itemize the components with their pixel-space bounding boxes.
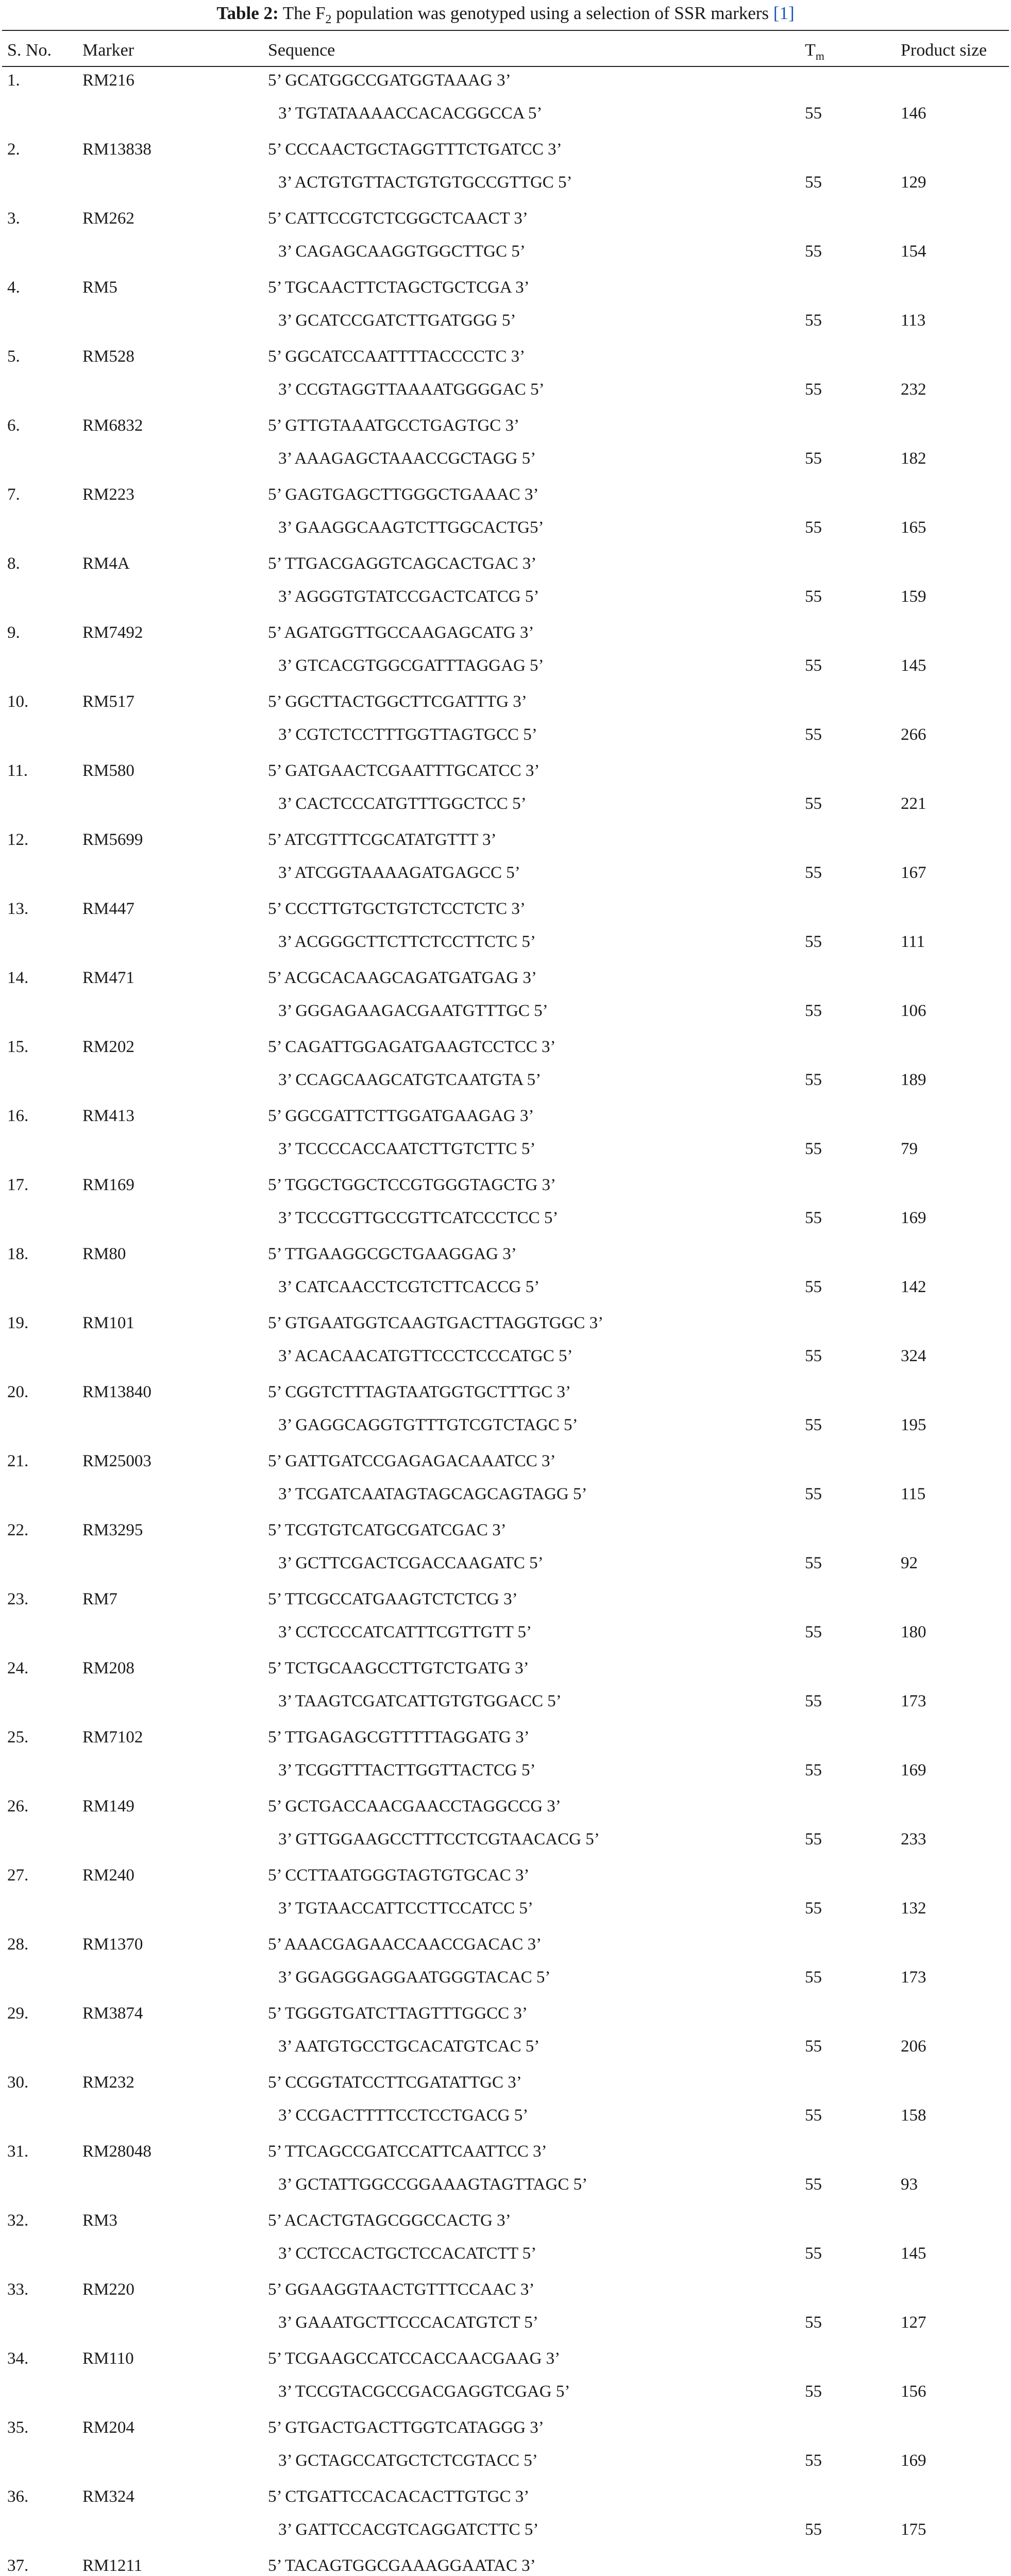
- table-row: [0, 1931, 1011, 2000]
- header-product-size: Product size: [901, 41, 987, 60]
- table-row: [0, 2345, 1011, 2414]
- row-forward-sequence: 5’ TTGAGAGCGTTTTTAGGATG 3’: [268, 1728, 530, 1747]
- row-reverse-sequence: 3’ GATTCCACGTCAGGATCTTC 5’: [278, 2520, 539, 2539]
- row-sno: 25.: [7, 1728, 29, 1747]
- row-product-size: 79: [901, 1140, 918, 1158]
- row-reverse-sequence: 3’ GCTAGCCATGCTCTCGTACC 5’: [278, 2451, 538, 2470]
- row-marker: RM13838: [82, 140, 151, 159]
- row-sno: 28.: [7, 1935, 29, 1954]
- table-row: [0, 550, 1011, 619]
- row-product-size: 154: [901, 242, 926, 261]
- header-tm-base: T: [805, 41, 816, 60]
- row-marker: RM204: [82, 2418, 134, 2437]
- row-product-size: 127: [901, 2313, 926, 2332]
- row-reverse-sequence: 3’ ACTGTGTTACTGTGTGCCGTTGC 5’: [278, 173, 572, 192]
- row-product-size: 169: [901, 1209, 926, 1227]
- row-forward-sequence: 5’ ACACTGTAGCGGCCACTG 3’: [268, 2211, 511, 2230]
- row-tm: 55: [805, 794, 822, 813]
- row-reverse-sequence: 3’ TCGATCAATAGTAGCAGCAGTAGG 5’: [278, 1485, 587, 1503]
- row-product-size: 221: [901, 794, 926, 813]
- caption-text-start: The F: [282, 3, 326, 23]
- row-product-size: 182: [901, 449, 926, 468]
- row-tm: 55: [805, 449, 822, 468]
- table-header: [0, 30, 1011, 66]
- row-sno: 35.: [7, 2418, 29, 2437]
- row-tm: 55: [805, 1968, 822, 1987]
- row-forward-sequence: 5’ CATTCCGTCTCGGCTCAACT 3’: [268, 209, 528, 228]
- row-product-size: 206: [901, 2037, 926, 2056]
- row-reverse-sequence: 3’ CCTCCACTGCTCCACATCTT 5’: [278, 2244, 537, 2263]
- row-forward-sequence: 5’ GTGACTGACTTGGTCATAGGG 3’: [268, 2418, 544, 2437]
- row-marker: RM110: [82, 2349, 134, 2368]
- row-sno: 16.: [7, 1107, 29, 1125]
- row-sno: 2.: [7, 140, 20, 159]
- row-reverse-sequence: 3’ ACGGGCTTCTTCTCCTTCTC 5’: [278, 933, 536, 951]
- row-forward-sequence: 5’ CCTTAATGGGTAGTGTGCAC 3’: [268, 1866, 530, 1885]
- table-row: [0, 1724, 1011, 1793]
- row-marker: RM101: [82, 1314, 134, 1332]
- row-product-size: 169: [901, 1761, 926, 1780]
- row-tm: 55: [805, 242, 822, 261]
- row-sno: 8.: [7, 554, 20, 573]
- row-sno: 1.: [7, 71, 20, 90]
- row-forward-sequence: 5’ GATTGATCCGAGAGACAAATCC 3’: [268, 1452, 556, 1470]
- row-tm: 55: [805, 2175, 822, 2194]
- row-forward-sequence: 5’ TCGTGTCATGCGATCGAC 3’: [268, 1521, 507, 1539]
- row-reverse-sequence: 3’ CGTCTCCTTTGGTTAGTGCC 5’: [278, 725, 537, 744]
- row-marker: RM413: [82, 1107, 134, 1125]
- table-row: [0, 1793, 1011, 1862]
- table-row: [0, 1655, 1011, 1724]
- row-sno: 9.: [7, 623, 20, 642]
- row-sno: 4.: [7, 278, 20, 297]
- row-tm: 55: [805, 1554, 822, 1572]
- row-product-size: 233: [901, 1830, 926, 1849]
- table-row: [0, 2414, 1011, 2483]
- row-reverse-sequence: 3’ TCCCCACCAATCTTGTCTTC 5’: [278, 1140, 536, 1158]
- row-tm: 55: [805, 2106, 822, 2125]
- row-tm: 55: [805, 2382, 822, 2401]
- row-forward-sequence: 5’ ACGCACAAGCAGATGATGAG 3’: [268, 969, 537, 987]
- row-reverse-sequence: 3’ TCCGTACGCCGACGAGGTCGAG 5’: [278, 2382, 570, 2401]
- row-reverse-sequence: 3’ GTTGGAAGCCTTTCCTCGTAACACG 5’: [278, 1830, 600, 1849]
- row-forward-sequence: 5’ CAGATTGGAGATGAAGTCCTCC 3’: [268, 1038, 556, 1056]
- row-reverse-sequence: 3’ ACACAACATGTTCCCTCCCATGC 5’: [278, 1347, 573, 1365]
- row-forward-sequence: 5’ TCTGCAAGCCTTGTCTGATG 3’: [268, 1659, 529, 1677]
- row-forward-sequence: 5’ CCCAACTGCTAGGTTTCTGATCC 3’: [268, 140, 562, 159]
- row-marker: RM447: [82, 900, 134, 918]
- table-row: [0, 1310, 1011, 1379]
- row-product-size: 146: [901, 104, 926, 123]
- row-sno: 30.: [7, 2073, 29, 2092]
- row-sno: 7.: [7, 485, 20, 504]
- row-tm: 55: [805, 933, 822, 951]
- row-tm: 55: [805, 863, 822, 882]
- row-reverse-sequence: 3’ CACTCCCATGTTTGGCTCC 5’: [278, 794, 527, 813]
- row-tm: 55: [805, 1347, 822, 1365]
- row-sno: 37.: [7, 2556, 29, 2575]
- row-marker: RM232: [82, 2073, 134, 2092]
- row-marker: RM13840: [82, 1383, 151, 1401]
- row-marker: RM4A: [82, 554, 130, 573]
- row-forward-sequence: 5’ GGCATCCAATTTTACCCCTC 3’: [268, 347, 526, 366]
- row-sno: 12.: [7, 831, 29, 849]
- row-marker: RM25003: [82, 1452, 151, 1470]
- header-marker: Marker: [82, 41, 134, 60]
- table-row: [0, 1103, 1011, 1172]
- row-forward-sequence: 5’ GGCGATTCTTGGATGAAGAG 3’: [268, 1107, 534, 1125]
- row-sno: 22.: [7, 1521, 29, 1539]
- row-marker: RM202: [82, 1038, 134, 1056]
- row-forward-sequence: 5’ ATCGTTTCGCATATGTTT 3’: [268, 831, 497, 849]
- row-product-size: 159: [901, 587, 926, 606]
- table-row: [0, 481, 1011, 550]
- row-tm: 55: [805, 1002, 822, 1020]
- row-tm: 55: [805, 1899, 822, 1918]
- table-row: [0, 1379, 1011, 1448]
- row-sno: 34.: [7, 2349, 29, 2368]
- row-forward-sequence: 5’ GGAAGGTAACTGTTTCCAAC 3’: [268, 2280, 535, 2299]
- row-tm: 55: [805, 2451, 822, 2470]
- row-reverse-sequence: 3’ AATGTGCCTGCACATGTCAC 5’: [278, 2037, 540, 2056]
- row-tm: 55: [805, 2520, 822, 2539]
- row-tm: 55: [805, 725, 822, 744]
- row-marker: RM324: [82, 2487, 134, 2506]
- row-product-size: 266: [901, 725, 926, 744]
- table-row: [0, 274, 1011, 343]
- row-forward-sequence: 5’ TGGCTGGCTCCGTGGGTAGCTG 3’: [268, 1176, 556, 1194]
- row-marker: RM3295: [82, 1521, 143, 1539]
- row-marker: RM240: [82, 1866, 134, 1885]
- table-row: [0, 205, 1011, 274]
- table-row: [0, 1172, 1011, 1241]
- row-marker: RM517: [82, 692, 134, 711]
- row-reverse-sequence: 3’ GCATCCGATCTTGATGGG 5’: [278, 311, 516, 330]
- row-tm: 55: [805, 1623, 822, 1641]
- row-sno: 32.: [7, 2211, 29, 2230]
- row-sno: 21.: [7, 1452, 29, 1470]
- row-tm: 55: [805, 104, 822, 123]
- row-reverse-sequence: 3’ TGTATAAAACCACACGGCCA 5’: [278, 104, 543, 123]
- row-reverse-sequence: 3’ GAAATGCTTCCCACATGTCT 5’: [278, 2313, 538, 2332]
- row-product-size: 232: [901, 380, 926, 399]
- row-tm: 55: [805, 587, 822, 606]
- row-marker: RM580: [82, 761, 134, 780]
- row-reverse-sequence: 3’ GAAGGCAAGTCTTGGCACTG5’: [278, 518, 544, 537]
- row-tm: 55: [805, 173, 822, 192]
- row-reverse-sequence: 3’ ATCGGTAAAAGATGAGCC 5’: [278, 863, 520, 882]
- row-reverse-sequence: 3’ GCTTCGACTCGACCAAGATC 5’: [278, 1554, 544, 1572]
- row-product-size: 195: [901, 1416, 926, 1434]
- row-product-size: 180: [901, 1623, 926, 1641]
- row-marker: RM3: [82, 2211, 117, 2230]
- row-product-size: 142: [901, 1278, 926, 1296]
- row-reverse-sequence: 3’ CCGACTTTTCCTCCTGACG 5’: [278, 2106, 529, 2125]
- row-reverse-sequence: 3’ GGAGGGAGGAATGGGTACAC 5’: [278, 1968, 551, 1987]
- row-sno: 27.: [7, 1866, 29, 1885]
- row-sno: 20.: [7, 1383, 29, 1401]
- row-sno: 13.: [7, 900, 29, 918]
- row-forward-sequence: 5’ TTCGCCATGAAGTCTCTCG 3’: [268, 1590, 518, 1608]
- header-sno: S. No.: [7, 41, 52, 60]
- row-marker: RM7102: [82, 1728, 143, 1747]
- row-product-size: 173: [901, 1692, 926, 1710]
- row-forward-sequence: 5’ GAGTGAGCTTGGGCTGAAAC 3’: [268, 485, 539, 504]
- row-product-size: 106: [901, 1002, 926, 1020]
- row-forward-sequence: 5’ AGATGGTTGCCAAGAGCATG 3’: [268, 623, 534, 642]
- row-tm: 55: [805, 1761, 822, 1780]
- row-reverse-sequence: 3’ AAAGAGCTAAACCGCTAGG 5’: [278, 449, 536, 468]
- row-product-size: 175: [901, 2520, 926, 2539]
- row-reverse-sequence: 3’ TCCCGTTGCCGTTCATCCCTCC 5’: [278, 1209, 559, 1227]
- row-reverse-sequence: 3’ CATCAACCTCGTCTTCACCG 5’: [278, 1278, 540, 1296]
- row-reverse-sequence: 3’ CCAGCAAGCATGTCAATGTA 5’: [278, 1071, 542, 1089]
- row-marker: RM528: [82, 347, 134, 366]
- row-product-size: 111: [901, 933, 925, 951]
- row-sno: 31.: [7, 2142, 29, 2161]
- row-forward-sequence: 5’ GATGAACTCGAATTTGCATCC 3’: [268, 761, 540, 780]
- row-sno: 11.: [7, 761, 28, 780]
- row-reverse-sequence: 3’ GAGGCAGGTGTTTGTCGTCTAGC 5’: [278, 1416, 578, 1434]
- row-reverse-sequence: 3’ GTCACGTGGCGATTTAGGAG 5’: [278, 656, 544, 675]
- row-forward-sequence: 5’ CCCTTGTGCTGTCTCCTCTC 3’: [268, 900, 526, 918]
- row-tm: 55: [805, 518, 822, 537]
- header-tm: [805, 40, 824, 61]
- table-row: [0, 1241, 1011, 1310]
- row-forward-sequence: 5’ TTGAAGGCGCTGAAGGAG 3’: [268, 1245, 517, 1263]
- row-forward-sequence: 5’ GTTGTAAATGCCTGAGTGC 3’: [268, 416, 520, 435]
- row-forward-sequence: 5’ TGGGTGATCTTAGTTTGGCC 3’: [268, 2004, 528, 2023]
- row-product-size: 145: [901, 656, 926, 675]
- row-tm: 55: [805, 380, 822, 399]
- header-sequence: Sequence: [268, 41, 335, 60]
- row-forward-sequence: 5’ GCATGGCCGATGGTAAAG 3’: [268, 71, 511, 90]
- table-row: [0, 619, 1011, 688]
- table-row: [0, 1033, 1011, 1103]
- row-reverse-sequence: 3’ AGGGTGTATCCGACTCATCG 5’: [278, 587, 540, 606]
- table-row: [0, 2552, 1011, 2576]
- row-product-size: 189: [901, 1071, 926, 1089]
- caption-text-end: population was genotyped using a selection of SSR markers: [331, 3, 773, 23]
- row-marker: RM3874: [82, 2004, 143, 2023]
- table-row: [0, 2207, 1011, 2276]
- row-reverse-sequence: 3’ TGTAACCATTCCTTCCATCC 5’: [278, 1899, 533, 1918]
- row-forward-sequence: 5’ TGCAACTTCTAGCTGCTCGA 3’: [268, 278, 530, 297]
- row-forward-sequence: 5’ TTCAGCCGATCCATTCAATTCC 3’: [268, 2142, 547, 2161]
- row-marker: RM216: [82, 71, 134, 90]
- row-sno: 18.: [7, 1245, 29, 1263]
- row-marker: RM471: [82, 969, 134, 987]
- row-marker: RM220: [82, 2280, 134, 2299]
- row-marker: RM6832: [82, 416, 143, 435]
- table-row: [0, 1517, 1011, 1586]
- row-sno: 14.: [7, 969, 29, 987]
- row-tm: 55: [805, 2244, 822, 2263]
- row-sno: 17.: [7, 1176, 29, 1194]
- row-marker: RM223: [82, 485, 134, 504]
- row-marker: RM262: [82, 209, 134, 228]
- row-marker: RM169: [82, 1176, 134, 1194]
- row-product-size: 158: [901, 2106, 926, 2125]
- row-forward-sequence: 5’ CCGGTATCCTTCGATATTGC 3’: [268, 2073, 522, 2092]
- row-marker: RM7492: [82, 623, 143, 642]
- row-forward-sequence: 5’ CTGATTCCACACACTTGTGC 3’: [268, 2487, 530, 2506]
- row-sno: 29.: [7, 2004, 29, 2023]
- row-marker: RM1211: [82, 2556, 143, 2575]
- row-product-size: 173: [901, 1968, 926, 1987]
- row-forward-sequence: 5’ TACAGTGGCGAAAGGAATAC 3’: [268, 2556, 536, 2575]
- row-forward-sequence: 5’ TCGAAGCCATCCACCAACGAAG 3’: [268, 2349, 561, 2368]
- row-marker: RM149: [82, 1797, 134, 1816]
- table-row: [0, 67, 1011, 136]
- row-product-size: 165: [901, 518, 926, 537]
- row-product-size: 115: [901, 1485, 926, 1503]
- row-sno: 24.: [7, 1659, 29, 1677]
- row-sno: 10.: [7, 692, 29, 711]
- row-tm: 55: [805, 656, 822, 675]
- row-forward-sequence: 5’ CGGTCTTTAGTAATGGTGCTTTGC 3’: [268, 1383, 571, 1401]
- row-marker: RM1370: [82, 1935, 143, 1954]
- row-tm: 55: [805, 1278, 822, 1296]
- table-row: [0, 757, 1011, 826]
- row-tm: 55: [805, 1209, 822, 1227]
- table-row: [0, 2276, 1011, 2345]
- row-reverse-sequence: 3’ CCTCCCATCATTTCGTTGTT 5’: [278, 1623, 532, 1641]
- row-forward-sequence: 5’ GCTGACCAACGAACCTAGGCCG 3’: [268, 1797, 561, 1816]
- table-caption: [0, 3, 1011, 24]
- table-row: [0, 1586, 1011, 1655]
- row-tm: 55: [805, 1830, 822, 1849]
- row-product-size: 145: [901, 2244, 926, 2263]
- caption-citation-link[interactable]: [1]: [773, 3, 795, 23]
- row-product-size: 92: [901, 1554, 918, 1572]
- row-tm: 55: [805, 2313, 822, 2332]
- table-row: [0, 136, 1011, 205]
- table-row: [0, 826, 1011, 895]
- row-product-size: 324: [901, 1347, 926, 1365]
- table-row: [0, 688, 1011, 757]
- row-tm: 55: [805, 1140, 822, 1158]
- row-forward-sequence: 5’ GTGAATGGTCAAGTGACTTAGGTGGC 3’: [268, 1314, 604, 1332]
- caption-label: Table 2:: [216, 3, 279, 23]
- row-tm: 55: [805, 1485, 822, 1503]
- row-reverse-sequence: 3’ GGGAGAAGACGAATGTTTGC 5’: [278, 1002, 548, 1020]
- row-sno: 19.: [7, 1314, 29, 1332]
- row-product-size: 93: [901, 2175, 918, 2194]
- row-sno: 26.: [7, 1797, 29, 1816]
- table-row: [0, 895, 1011, 964]
- row-product-size: 156: [901, 2382, 926, 2401]
- row-forward-sequence: 5’ GGCTTACTGGCTTCGATTTG 3’: [268, 692, 527, 711]
- header-tm-subscript: m: [815, 49, 824, 62]
- table-row: [0, 2138, 1011, 2207]
- table-row: [0, 964, 1011, 1033]
- row-product-size: 129: [901, 173, 926, 192]
- table-row: [0, 1448, 1011, 1517]
- table-row: [0, 412, 1011, 481]
- row-sno: 6.: [7, 416, 20, 435]
- row-marker: RM208: [82, 1659, 134, 1677]
- row-marker: RM28048: [82, 2142, 151, 2161]
- row-marker: RM80: [82, 1245, 126, 1263]
- caption-subscript: 2: [325, 13, 332, 26]
- table-row: [0, 1862, 1011, 1931]
- row-marker: RM5699: [82, 831, 143, 849]
- row-reverse-sequence: 3’ TCGGTTTACTTGGTTACTCG 5’: [278, 1761, 536, 1780]
- row-tm: 55: [805, 1692, 822, 1710]
- row-reverse-sequence: 3’ CCGTAGGTTAAAATGGGGAC 5’: [278, 380, 545, 399]
- table-row: [0, 2483, 1011, 2552]
- row-forward-sequence: 5’ AAACGAGAACCAACCGACAC 3’: [268, 1935, 542, 1954]
- row-sno: 3.: [7, 209, 20, 228]
- row-sno: 36.: [7, 2487, 29, 2506]
- row-reverse-sequence: 3’ CAGAGCAAGGTGGCTTGC 5’: [278, 242, 526, 261]
- table-row: [0, 2069, 1011, 2138]
- row-product-size: 167: [901, 863, 926, 882]
- row-product-size: 132: [901, 1899, 926, 1918]
- row-sno: 15.: [7, 1038, 29, 1056]
- row-sno: 33.: [7, 2280, 29, 2299]
- row-product-size: 113: [901, 311, 926, 330]
- row-tm: 55: [805, 1071, 822, 1089]
- row-sno: 5.: [7, 347, 20, 366]
- row-forward-sequence: 5’ TTGACGAGGTCAGCACTGAC 3’: [268, 554, 537, 573]
- row-sno: 23.: [7, 1590, 29, 1608]
- row-product-size: 169: [901, 2451, 926, 2470]
- table-row: [0, 343, 1011, 412]
- row-marker: RM5: [82, 278, 117, 297]
- row-tm: 55: [805, 1416, 822, 1434]
- row-reverse-sequence: 3’ TAAGTCGATCATTGTGTGGACC 5’: [278, 1692, 562, 1710]
- row-tm: 55: [805, 311, 822, 330]
- row-reverse-sequence: 3’ GCTATTGGCCGGAAAGTAGTTAGC 5’: [278, 2175, 588, 2194]
- row-tm: 55: [805, 2037, 822, 2056]
- table-row: [0, 2000, 1011, 2069]
- row-marker: RM7: [82, 1590, 117, 1608]
